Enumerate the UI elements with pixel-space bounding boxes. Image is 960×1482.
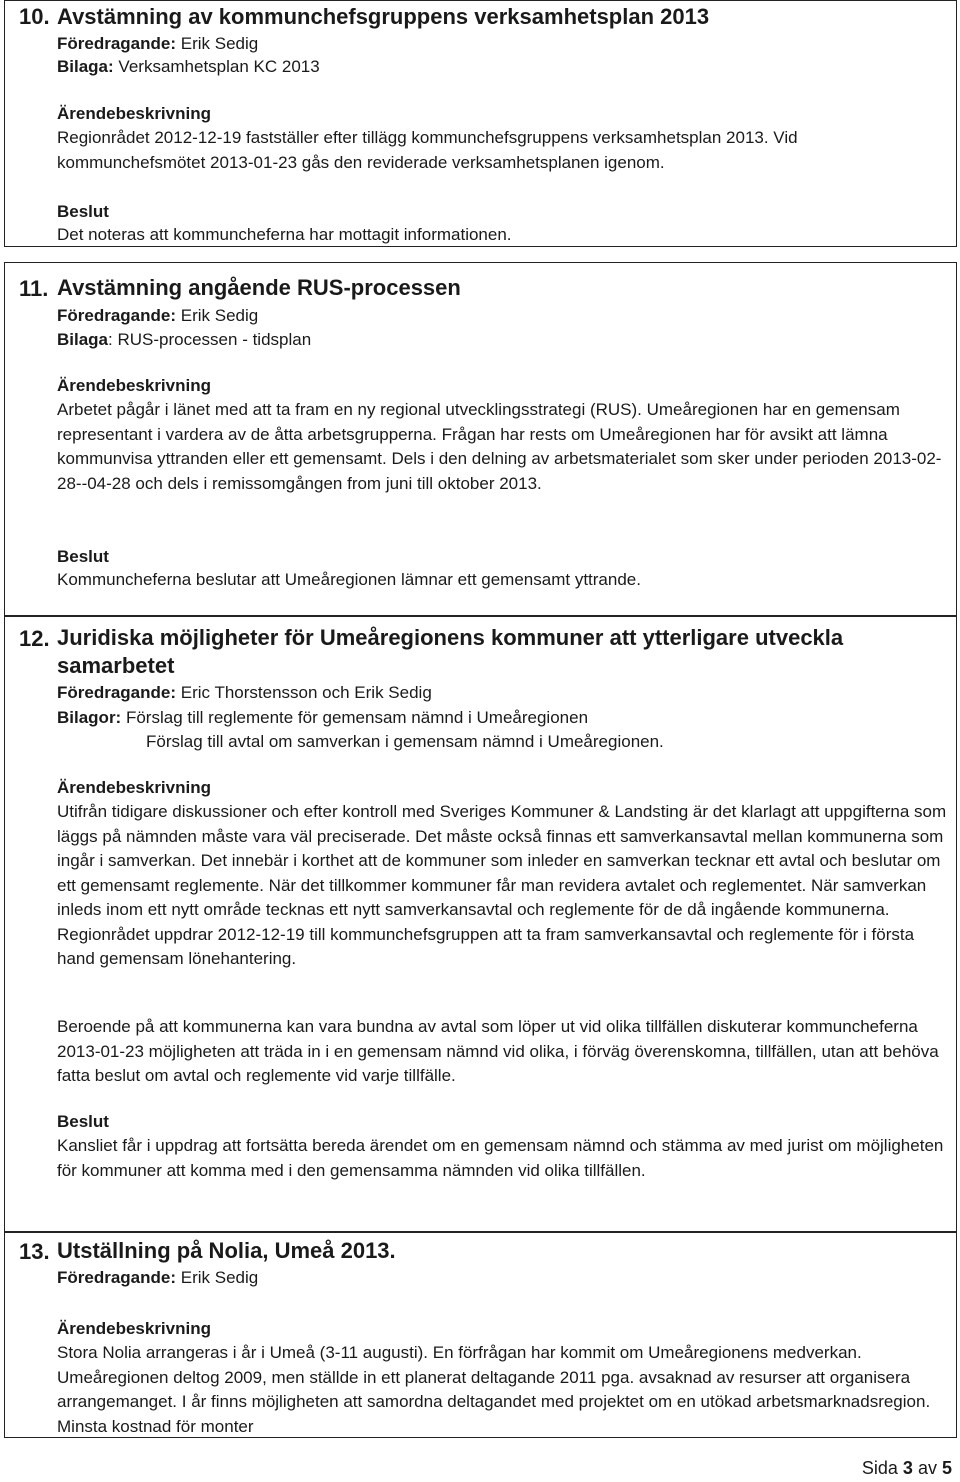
- item-number: 11.: [19, 276, 49, 301]
- item-number: 12.: [19, 626, 50, 651]
- description-heading: Ärendebeskrivning: [57, 1319, 211, 1338]
- page-total: 5: [941, 1458, 952, 1478]
- presenter-line: [57, 1266, 258, 1290]
- item-title: Juridiska möjligheter för Umeåregionens kommuner att ytterligare utveckla samarbetet: [57, 625, 844, 678]
- presenter-name: Erik Sedig: [180, 306, 259, 325]
- description-heading: Ärendebeskrivning: [57, 778, 211, 797]
- attachment-line: [57, 328, 311, 352]
- attachment-line: [57, 55, 320, 79]
- attachment-label: Bilaga:: [57, 57, 114, 76]
- attachment-line: [57, 706, 588, 730]
- page-of: av: [917, 1458, 937, 1478]
- item-title: Avstämning av kommunchefsgruppens verksamhetsplan 2013: [57, 4, 710, 29]
- description-text: Arbetet pågår i länet med att ta fram en ny regional utvecklingsstrategi (RUS). Umeåregionen har en gemensam representant i vardera av de åtta arbetsgrupperna. Frågan har rests om Umeåregionen har för avsikt att lämna kommunvisa yttranden eller ett gemensamt. Dels i den delning av arbetsmaterialet som sker under perioden 2013-02-28--04-28 och dels i remissomgången from juni till oktober 2013.: [57, 400, 942, 493]
- presenter-label: Föredragande:: [57, 683, 177, 702]
- presenter-label: Föredragande:: [57, 34, 177, 53]
- description-text-2: Beroende på att kommunerna kan vara bundna av avtal som löper ut vid olika tillfällen diskuterar kommuncheferna 2013-01-23 möjligheten att träda in i en gemensam nämnd vid olika, i förväg överenskomna, tillfällen, utan att behöva fatta beslut om avtal och reglemente vid varje tillfälle.: [57, 1017, 939, 1085]
- page-footer: [862, 1458, 952, 1479]
- description-heading: Ärendebeskrivning: [57, 104, 211, 123]
- description-text: Stora Nolia arrangeras i år i Umeå (3-11 augusti). En förfrågan har kommit om Umeåregionens medverkan. Umeåregionen deltog 2009, men ställde in ett planerat deltagande 2011 pga. avsaknad av resurser att organisera arrangemanget. I år finns möjligheten att samordna deltagandet med projektet om en utökad arbetsmarknadsregion. Minsta kostnad för monter: [57, 1343, 931, 1436]
- presenter-line: [57, 32, 258, 56]
- attachment-name-2: Förslag till avtal om samverkan i gemensam nämnd i Umeåregionen.: [146, 732, 664, 751]
- attachment-name: Verksamhetsplan KC 2013: [118, 57, 320, 76]
- attachment-label: Bilaga: [57, 330, 109, 349]
- presenter-label: Föredragande:: [57, 1268, 177, 1287]
- item-number: 10.: [19, 4, 50, 29]
- item-title: Avstämning angående RUS-processen: [57, 275, 461, 300]
- attachment-label: Bilagor:: [57, 708, 122, 727]
- page-prefix: Sida: [861, 1458, 898, 1478]
- decision-heading: Beslut: [57, 1112, 109, 1131]
- item-title: Utställning på Nolia, Umeå 2013.: [57, 1238, 396, 1263]
- presenter-name: Eric Thorstensson och Erik Sedig: [180, 683, 432, 702]
- item-number: 13.: [19, 1239, 50, 1264]
- presenter-line: [57, 304, 258, 328]
- description-text: Utifrån tidigare diskussioner och efter kontroll med Sveriges Kommuner & Landsting är det klarlagt att uppgifterna som läggs på nämnden måste vara väl preciserade. Det måste också finnas ett samverkansavtal mellan kommunerna som ingår i samverkan. Det innebär i korthet att de kommuner som inleder en samverkan tecknar ett avtal och beslutar om ett gemensamt reglemente. När det tillkommer kommuner får man revidera avtalet och reglementet. När samverkan inleds inom ett nytt område tecknas ett nytt samverkansavtal och reglemente för de då ingående kommunerna. Regionrådet uppdrar 2012-12-19 till kommunchefsgruppen att ta fram samverkansavtal och reglemente för i första hand gemensam lönehantering.: [57, 802, 947, 968]
- attachment-name: : RUS-processen - tidsplan: [108, 330, 312, 349]
- decision-text: Kommuncheferna beslutar att Umeåregionen lämnar ett gemensamt yttrande.: [57, 570, 641, 589]
- decision-text: Det noteras att kommuncheferna har mottagit informationen.: [57, 225, 512, 244]
- presenter-line: [57, 681, 432, 705]
- presenter-name: Erik Sedig: [180, 1268, 259, 1287]
- description-text: Regionrådet 2012-12-19 fastställer efter tillägg kommunchefsgruppens verksamhetsplan 2013. Vid kommunchefsmötet 2013-01-23 gås den reviderade verksamhetsplanen igenom.: [57, 128, 798, 172]
- decision-heading: Beslut: [57, 547, 109, 566]
- description-heading: Ärendebeskrivning: [57, 376, 211, 395]
- page-current: 3: [902, 1458, 913, 1478]
- presenter-name: Erik Sedig: [180, 34, 259, 53]
- decision-heading: Beslut: [57, 202, 109, 221]
- presenter-label: Föredragande:: [57, 306, 177, 325]
- attachment-name: Förslag till reglemente för gemensam nämnd i Umeåregionen: [125, 708, 589, 727]
- decision-text: Kansliet får i uppdrag att fortsätta bereda ärendet om en gemensam nämnd och stämma av med jurist om möjligheten för kommuner att komma med i den gemensamma nämnden vid olika tillfällen.: [57, 1136, 944, 1180]
